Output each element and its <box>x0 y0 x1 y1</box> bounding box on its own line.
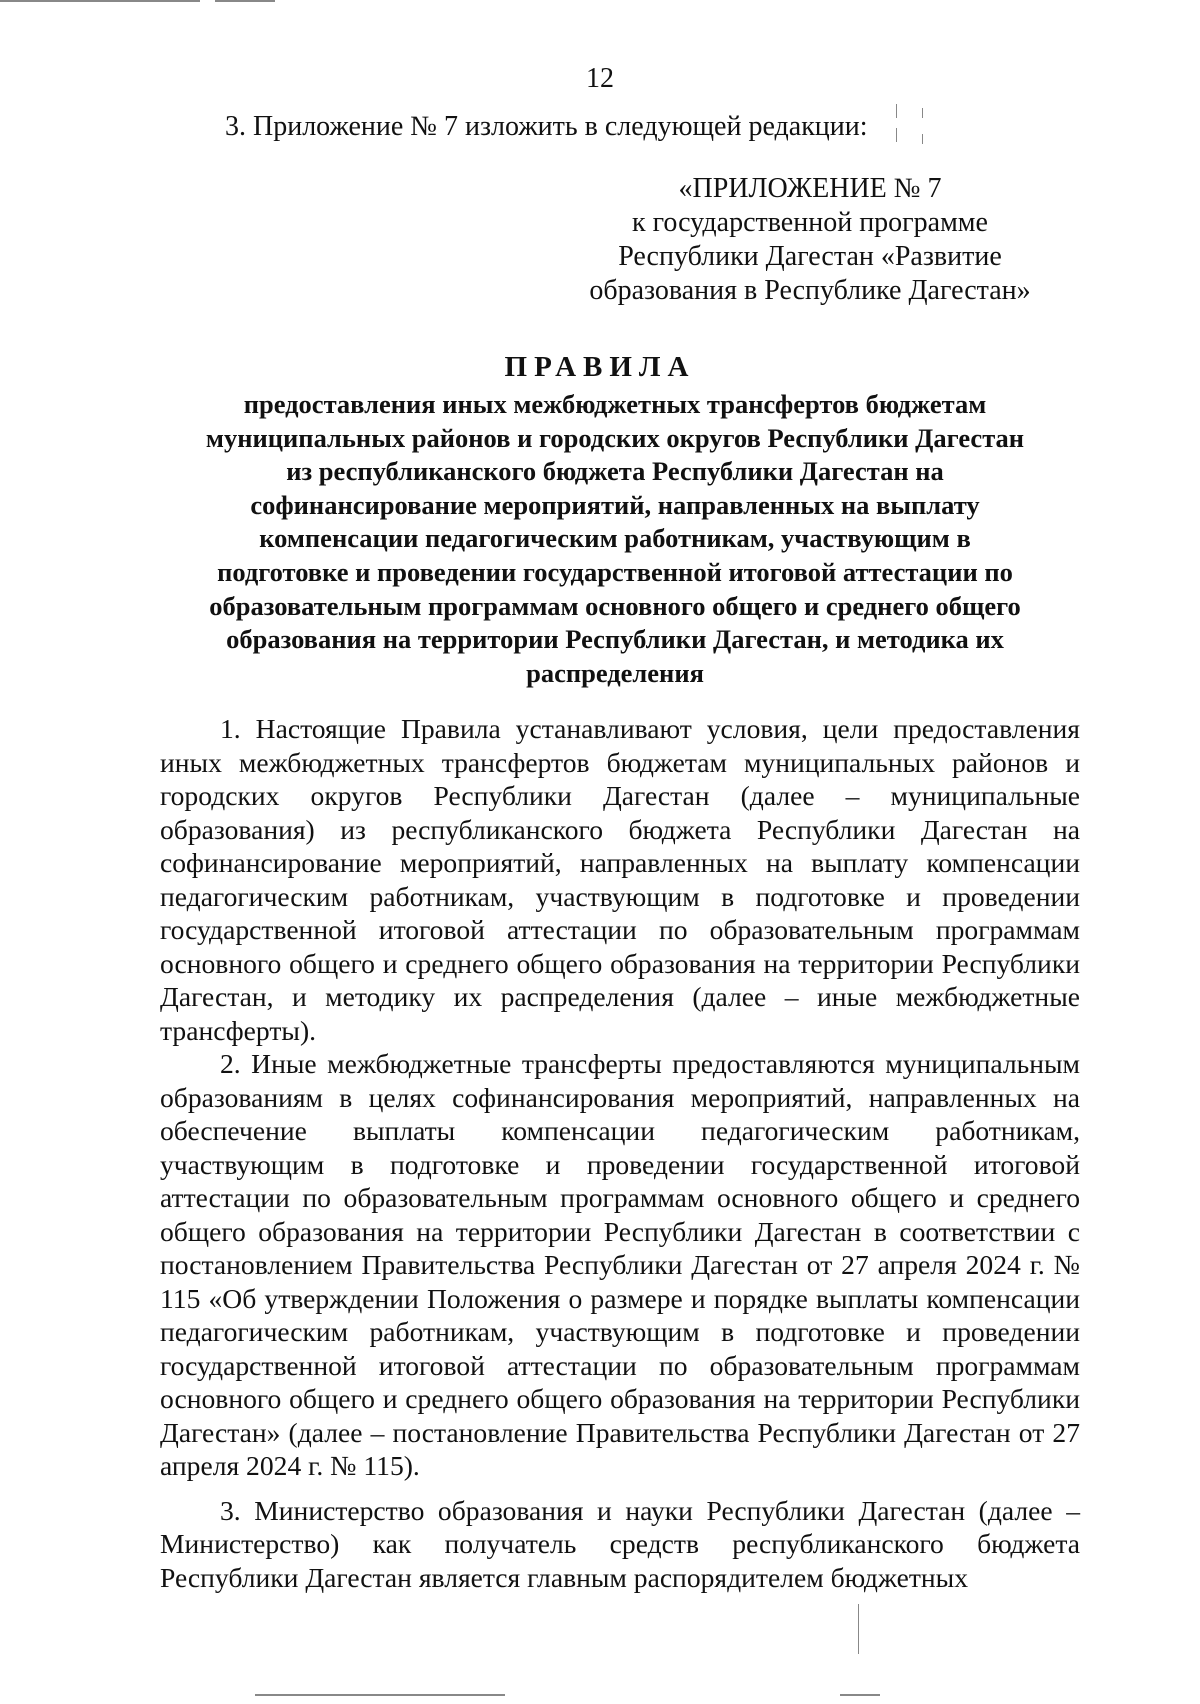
subtitle-line: компенсации педагогическим работникам, участвующим в <box>259 523 971 554</box>
subtitle-line: распределения <box>526 657 704 688</box>
subtitle-line: предоставления иных межбюджетных трансфертов бюджетам <box>243 389 987 419</box>
appendix-reference <box>560 172 1060 308</box>
subtitle-line: софинансирование мероприятий, направленных на выплату <box>250 489 980 520</box>
scan-artifact <box>922 108 923 118</box>
subtitle-line: из республиканского бюджета Республики Дагестан на <box>286 456 944 487</box>
appendix-line: к государственной программе <box>632 207 988 238</box>
appendix-line: образования в Республике Дагестан» <box>589 275 1031 306</box>
scan-artifact <box>896 128 897 142</box>
scan-artifact <box>255 1694 505 1696</box>
scan-artifact <box>858 1604 859 1654</box>
amendment-instruction: 3. Приложение № 7 изложить в следующей редакции: <box>225 111 868 142</box>
scan-artifact <box>840 1694 880 1696</box>
scan-artifact <box>215 0 275 2</box>
paragraph: 2. Иные межбюджетные трансферты предоставляются муниципальным образованиям в целях софинансирования мероприятий, направленных на обеспечение выплаты компенсации педагогическим работникам, участвующим в подготовке и проведении государственной итоговой аттестации по образовательным программам основного общего и среднего общего образования на территории Республики Дагестан в соответствии с постановлением Правительства Республики Дагестан от 27 апреля 2024 г. № 115 «Об утверждении Положения о размере и порядке выплаты компенсации педагогическим работникам, участвующим в подготовке и проведении государственной итоговой аттестации по образовательным программам основного общего и среднего общего образования на территории Республики Дагестан» (далее – постановление Правительства Республики Дагестан от 27 апреля 2024 г. № 115). <box>160 1048 1080 1481</box>
paragraph: 1. Настоящие Правила устанавливают условия, цели предоставления иных межбюджетных трансфертов бюджетам муниципальных районов и городских округов Республики Дагестан (далее – муниципальные образования) из республиканского бюджета Республики Дагестан на софинансирование мероприятий, направленных на выплату компенсации педагогическим работникам, участвующим в подготовке и проведении государственной итоговой аттестации по образовательным программам основного общего и среднего общего образования на территории Республики Дагестан, и методику их распределения (далее – иные межбюджетные трансферты). <box>160 713 1080 1046</box>
document-heading: ПРАВИЛА <box>504 351 696 383</box>
subtitle-line: образовательным программам основного общего и среднего общего <box>209 590 1021 621</box>
subtitle-line: образования на территории Республики Дагестан, и методика их <box>226 624 1004 655</box>
scan-artifact <box>0 0 200 2</box>
page-number: 12 <box>586 63 614 94</box>
scan-artifact <box>896 104 897 118</box>
subtitle-line: подготовке и проведении государственной итоговой аттестации по <box>217 556 1013 587</box>
document-subtitle <box>150 388 1080 690</box>
paragraph: 3. Министерство образования и науки Республики Дагестан (далее – Министерство) как получатель средств республиканского бюджета Республики Дагестан является главным распорядителем бюджетных <box>160 1494 1080 1593</box>
scan-artifact <box>922 134 923 144</box>
document-body <box>160 712 1080 1594</box>
subtitle-line: муниципальных районов и городских округов Республики Дагестан <box>205 422 1025 453</box>
appendix-line: Республики Дагестан «Развитие <box>618 241 1002 272</box>
appendix-line: «ПРИЛОЖЕНИЕ № 7 <box>678 173 942 204</box>
